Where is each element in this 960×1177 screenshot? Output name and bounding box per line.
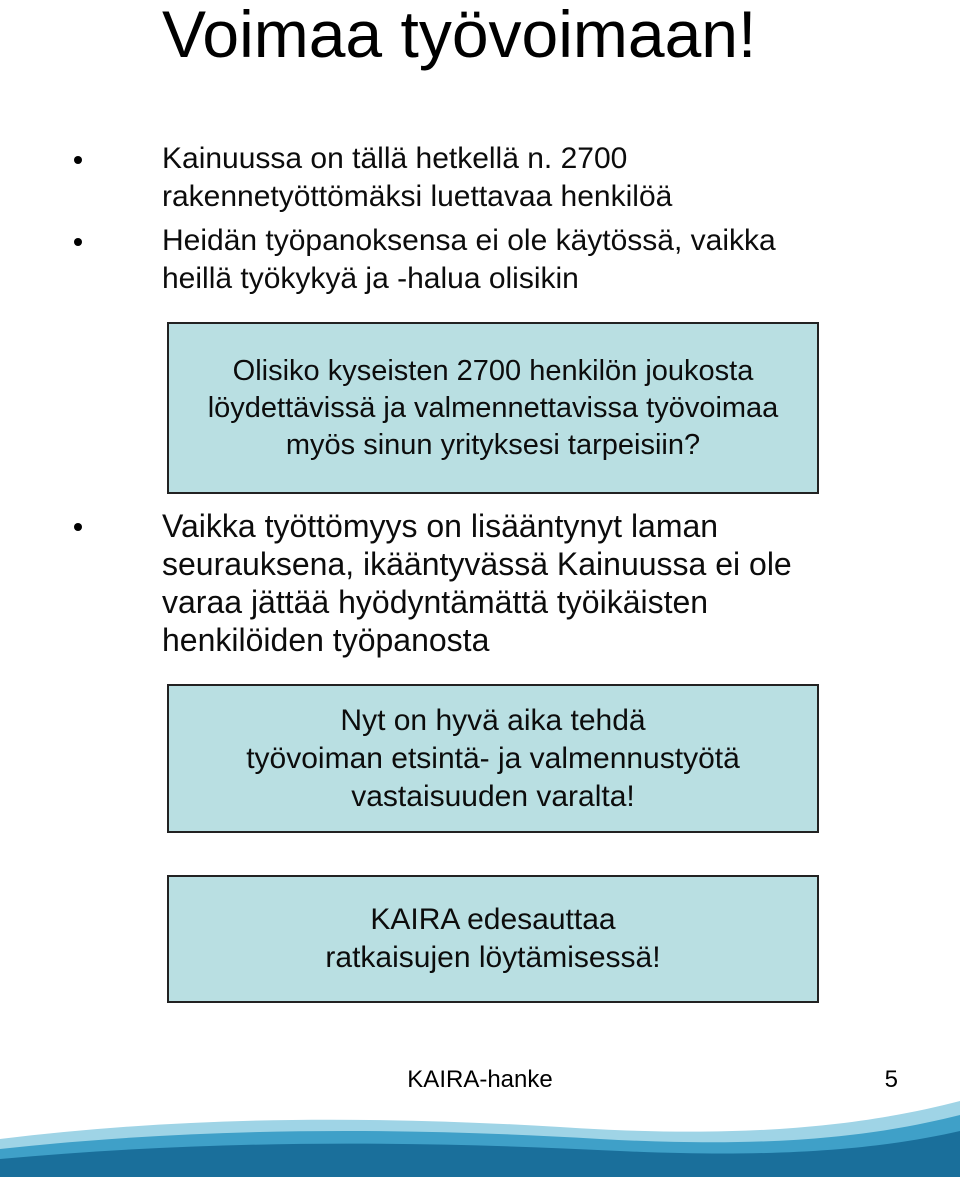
bullet-text-line: Kainuussa on tällä hetkellä n. 2700 [162,142,628,175]
bullet-list-middle [0,507,960,659]
callout-timing-box [167,684,819,833]
bullet-text-line: Heidän työpanoksensa ei ole käytössä, vaikka [162,224,776,257]
bullet-item [0,140,960,216]
slide-title: Voimaa työvoimaan! [162,0,757,71]
callout-text-line: Olisiko kyseisten 2700 henkilön joukosta [232,354,754,387]
callout-text-line: vastaisuuden varalta! [351,779,635,813]
wave-decoration-icon [0,1087,960,1177]
callout-text-line: löydettävissä ja valmennettavissa työvoimaa [207,391,779,424]
callout-text-line: Nyt on hyvä aika tehdä [340,703,646,737]
bullet-text-line: rakennetyöttömäksi luettavaa henkilöä [162,180,673,213]
bullet-text-line: varaa jättää hyödyntämättä työikäisten [162,584,709,620]
bullet-text-line: heillä työkykyä ja -halua olisikin [162,262,579,295]
bullet-text-line: seurauksena, ikääntyvässä Kainuussa ei ole [162,546,792,582]
callout-text-line: ratkaisujen löytämisessä! [325,941,661,974]
bullet-list-top [0,140,960,304]
bullet-item [0,507,960,659]
bullet-text-line: Vaikka työttömyys on lisääntynyt laman [162,508,719,544]
bullet-item [0,222,960,298]
callout-text-line: KAIRA edesauttaa [370,903,616,936]
bullet-text-line: henkilöiden työpanosta [162,622,490,658]
callout-text-line: työvoiman etsintä- ja valmennustyötä [246,741,740,775]
bullet-dot-icon [74,238,82,246]
callout-text-line: myös sinun yrityksesi tarpeisiin? [285,428,701,461]
bullet-dot-icon [74,523,82,531]
bullet-dot-icon [74,156,82,164]
footer-project-name: KAIRA-hanke [407,1066,553,1093]
page-number: 5 [884,1066,898,1093]
callout-question-box [167,322,819,494]
callout-kaira-box [167,875,819,1003]
